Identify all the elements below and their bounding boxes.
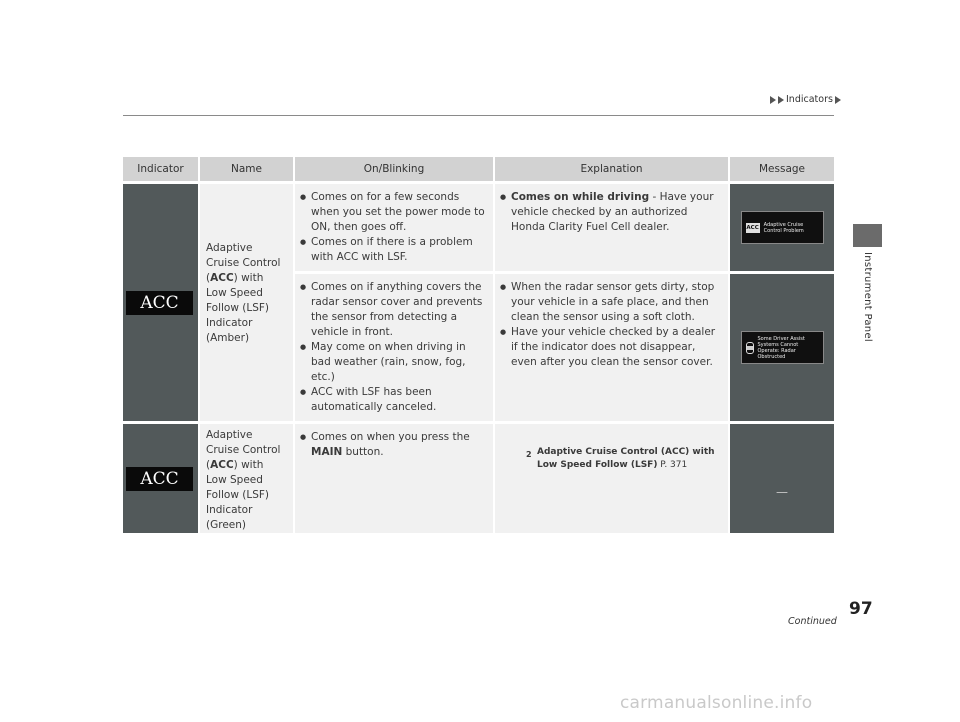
table-row	[123, 181, 834, 271]
col-header-explanation: Explanation	[495, 157, 730, 181]
table-row	[123, 421, 834, 533]
indicator-cell-amber	[123, 181, 200, 421]
list-item: ● ACC with LSF has been automatically canceled.	[311, 385, 487, 415]
breadcrumb-arrow-icon	[770, 96, 776, 104]
message-screen	[741, 211, 824, 244]
section-label: Instrument Panel	[862, 252, 873, 342]
message-screen	[741, 331, 824, 364]
explanation-cell	[495, 421, 730, 533]
col-header-indicator: Indicator	[123, 157, 200, 181]
list-item: ● Have your vehicle checked by a dealer if the indicator does not disappear, even after you clean the sensor cover.	[511, 325, 722, 370]
list-item: ● Comes on for a few seconds when you set the power mode to ON, then goes off.	[311, 190, 487, 235]
table-header-row	[123, 157, 834, 181]
list-item: ● Comes on if there is a problem with ACC with LSF.	[311, 235, 487, 265]
watermark-url: carmanualsonline.info	[620, 693, 813, 713]
list-item: ● Comes on when you press the MAIN button.	[311, 430, 487, 460]
radar-sensor-icon	[746, 342, 754, 354]
no-message-dash: —	[776, 484, 788, 499]
message-cell	[730, 421, 834, 533]
explanation-cell	[495, 181, 730, 271]
section-tab	[853, 224, 882, 247]
message-text: Some Driver Assist Systems Cannot Operate: Radar Obstructed	[757, 335, 805, 360]
on-blinking-cell	[295, 181, 495, 271]
indicator-cell-green	[123, 421, 200, 533]
header-rule	[123, 115, 834, 116]
list-item: ● May come on when driving in bad weather (rain, snow, fog, etc.)	[311, 340, 487, 385]
message-cell	[730, 271, 834, 421]
name-cell-amber: Adaptive Cruise Control (ACC) with Low Speed Follow (LSF) Indicator (Amber)	[200, 181, 295, 421]
acc-green-indicator-icon: ACC	[126, 467, 193, 491]
explanation-cell	[495, 271, 730, 421]
col-header-message: Message	[730, 157, 834, 181]
name-cell-green: Adaptive Cruise Control (ACC) with Low Speed Follow (LSF) Indicator (Green)	[200, 421, 295, 533]
reference-icon: 2	[526, 450, 532, 459]
list-item: ● When the radar sensor gets dirty, stop your vehicle in a safe place, and then clean the sensor using a soft cloth.	[511, 280, 722, 325]
acc-screen-icon: ACC	[746, 224, 759, 231]
on-blinking-cell	[295, 421, 495, 533]
continued-label: Continued	[788, 616, 837, 627]
list-item: ● Comes on if anything covers the radar sensor cover and prevents the sensor from detecting a vehicle in front.	[311, 280, 487, 340]
acc-amber-indicator-icon: ACC	[126, 291, 193, 315]
breadcrumb-arrow-icon	[778, 96, 784, 104]
page-number: 97	[849, 599, 873, 619]
list-item: ● Comes on while driving - Have your vehicle checked by an authorized Honda Clarity Fuel Cell dealer.	[511, 190, 722, 235]
reference-link[interactable]: Adaptive Cruise Control (ACC) with Low Speed Follow (LSF) P. 371	[537, 447, 715, 470]
message-cell	[730, 181, 834, 271]
col-header-on-blinking: On/Blinking	[295, 157, 495, 181]
col-header-name: Name	[200, 157, 295, 181]
message-text: Adaptive Cruise Control Problem	[763, 221, 804, 234]
breadcrumb-arrow-icon	[835, 96, 841, 104]
breadcrumb-label: Indicators	[786, 94, 833, 105]
on-blinking-cell	[295, 271, 495, 421]
breadcrumb	[770, 94, 841, 105]
indicator-table	[123, 157, 834, 533]
